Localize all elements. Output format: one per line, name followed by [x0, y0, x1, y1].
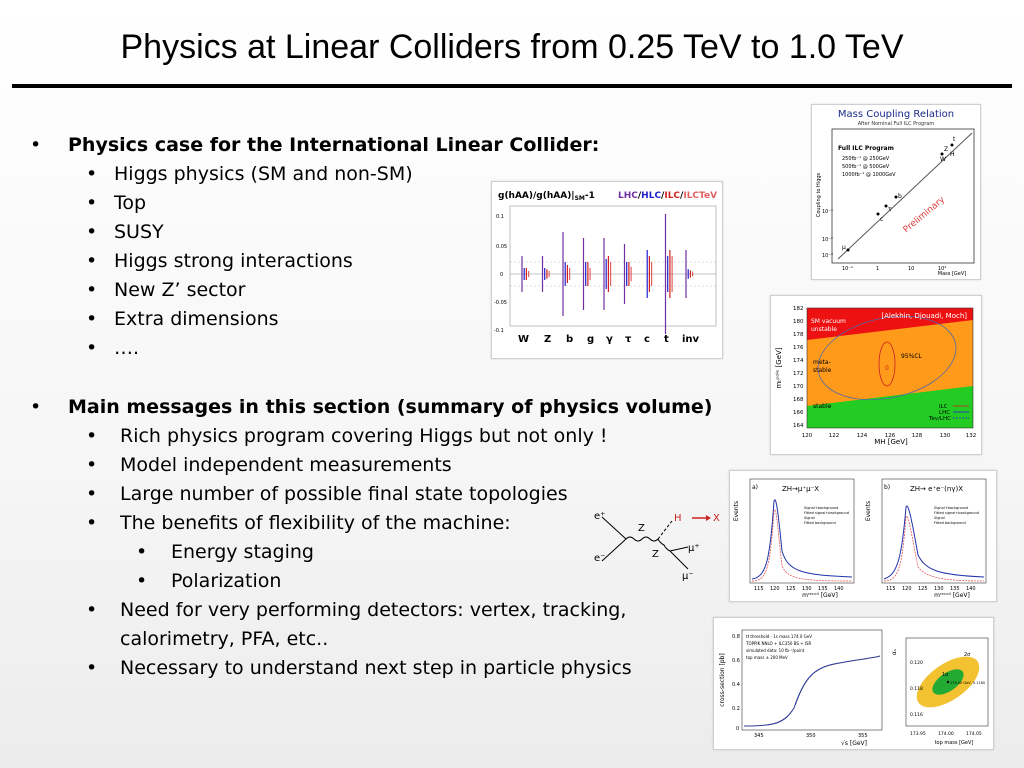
process-label: ZH→μ⁺μ⁻X [782, 485, 820, 493]
threshold-curve-alt [744, 656, 880, 726]
particle-label: τ [888, 206, 892, 213]
x-tick: 10⁻¹ [842, 266, 854, 272]
arrow-head-icon [706, 515, 711, 521]
x-tick: 126 [884, 433, 896, 439]
legend-entry: TOPPIK NNLO + ILC350 BS + ISR [746, 641, 812, 646]
boson-line [658, 539, 670, 551]
fermion-line [602, 539, 626, 561]
x-tick: 140 [834, 586, 844, 592]
y-tick: 170 [793, 384, 804, 390]
data-point [877, 213, 880, 216]
bullet-icon: • [86, 308, 98, 330]
x-tick: 140 [966, 586, 976, 592]
signal-curve [752, 510, 852, 581]
x-tick: 350 [806, 733, 816, 739]
x-tick: 130 [934, 586, 944, 592]
region-label: unstable [811, 326, 837, 333]
ellipse-label: 2σ [964, 652, 971, 658]
region-label: SM vacuum [811, 318, 846, 325]
feynman-diagram [590, 505, 720, 585]
y-tick: 174 [793, 358, 804, 364]
y-tick: 168 [793, 397, 804, 403]
x-category: γ [606, 334, 613, 345]
y-axis-label: cross-section [pb] [719, 653, 726, 707]
x-tick: 173.95 [910, 732, 926, 737]
x-tick: 125 [786, 586, 796, 592]
particle-label: b [898, 193, 902, 200]
list-item: SUSY [114, 221, 164, 243]
plot-frame [510, 206, 716, 326]
legend-entry: Fitted signal+background [934, 511, 979, 515]
y-tick: 0.05 [496, 244, 508, 250]
list-item: Rich physics program covering Higgs but not only ! [120, 425, 608, 447]
legend-entry: simulated data: 10 fb⁻¹/point [746, 648, 805, 653]
fig-subtitle: After Nominal Full ILC Program [857, 121, 935, 127]
x-axis-label: √s [GeV] [841, 740, 867, 747]
x-tick: 125 [918, 586, 928, 592]
x-tick: 120 [770, 586, 780, 592]
best-fit-point [947, 681, 949, 683]
y-tick: 0.4 [732, 682, 740, 688]
particle-label: μ [842, 244, 846, 251]
y-tick: 0 [500, 272, 504, 278]
x-axis-label: mʳᵉᶜᵒⁱˡ [GeV] [934, 592, 970, 599]
x-tick: 174.00 [938, 732, 954, 737]
x-category: Z [544, 334, 552, 345]
particle-label: W [940, 156, 946, 163]
particle-label: Z [652, 549, 659, 560]
reference: [Alekhin, Djouadi, Moch] [881, 312, 967, 320]
plot-frame [882, 479, 986, 583]
x-axis-label: mʳᵉᶜᵒⁱˡ [GeV] [802, 592, 838, 599]
fig-title: $g(hAA)/g(hAA)|_{SM}-1$ [498, 191, 595, 202]
legend-entry: 1000fb⁻¹ @ 1000GeV [842, 172, 896, 178]
y-tick: 0.120 [910, 661, 923, 666]
legend-entry: 500fb⁻¹ @ 500GeV [842, 164, 890, 170]
y-tick: 10⁻² [822, 237, 834, 243]
x-category: b [566, 334, 574, 345]
bullet-icon: • [86, 279, 98, 301]
x-tick: 120 [902, 586, 912, 592]
legend-entry: Tev/LHC [929, 416, 951, 422]
y-tick: 182 [793, 306, 804, 312]
legend-entry: 250fb⁻¹ @ 250GeV [842, 156, 890, 162]
x-tick: 130 [802, 586, 812, 592]
legend-entry: top mass ± 200 MeV [746, 655, 788, 660]
y-tick: 180 [793, 319, 804, 325]
y-tick: 164 [793, 423, 804, 429]
x-tick: 115 [754, 586, 764, 592]
y-tick: 0.116 [910, 713, 923, 718]
particle-label: e⁺ [594, 511, 606, 522]
y-axis-label: αₛ [891, 648, 898, 656]
watermark: Preliminary [901, 194, 948, 236]
lepton-line [670, 547, 688, 551]
legend-entry: ILC [939, 404, 948, 410]
x-tick: 124 [856, 433, 868, 439]
data-point [951, 144, 954, 147]
list-item: New Z’ sector [114, 279, 246, 301]
x-tick: 174.05 [966, 732, 982, 737]
particle-label: Z [944, 146, 949, 153]
cl-label: 95%CL [901, 353, 922, 360]
y-tick: 178 [793, 332, 804, 338]
process-label: ZH→ e⁺e⁻(nγ)X [910, 485, 963, 493]
region-label: meta- [813, 359, 831, 366]
bullet-icon: • [136, 570, 148, 592]
list-item: Large number of possible final state topologies [120, 483, 568, 505]
legend-entry: Signal [804, 516, 815, 520]
y-tick: 166 [793, 410, 804, 416]
higgs-line [658, 521, 672, 539]
x-tick: 128 [911, 433, 923, 439]
signal-curve [884, 516, 984, 581]
particle-label: c [880, 216, 884, 223]
particle-label: e⁻ [594, 553, 606, 564]
plot-frame [750, 479, 854, 583]
legend-entry: Signal+background [804, 506, 839, 510]
y-tick: -0.05 [494, 300, 507, 306]
particle-label: H [950, 151, 955, 158]
bullet-icon: • [30, 396, 42, 418]
y-tick: 0.118 [910, 687, 923, 692]
x-tick: 10² [938, 266, 947, 272]
x-category: τ [625, 334, 632, 345]
particle-label: μ⁺ [688, 543, 700, 554]
bullet-icon: • [86, 163, 98, 185]
x-tick: 135 [950, 586, 960, 592]
sub-list-item: Polarization [171, 570, 282, 592]
particle-label: X [713, 513, 720, 524]
legend-entry: Fitted signal+background [804, 511, 849, 515]
boson-line [626, 537, 658, 541]
sub-list-item: Energy staging [171, 541, 314, 563]
particle-label: Z [638, 523, 645, 534]
bullet-icon: • [136, 541, 148, 563]
y-tick: 0.2 [732, 706, 740, 712]
x-category: t [664, 334, 669, 345]
section2-heading: Main messages in this section (summary of physics volume) [68, 396, 713, 418]
fig-title: Mass Coupling Relation [837, 109, 955, 120]
x-axis-label: top mass [GeV] [934, 740, 974, 746]
legend-entry: tt threshold - 1s mass 174.0 GeV [746, 634, 812, 639]
legend-entry: Fitted background [804, 521, 836, 525]
legend-entry: LHC [939, 410, 951, 416]
list-item-continuation: calorimetry, PFA, etc.. [120, 628, 329, 650]
list-item: Extra dimensions [114, 308, 279, 330]
list-item: Top [114, 192, 147, 214]
x-tick: 1 [876, 266, 880, 272]
bullet-icon: • [30, 134, 42, 156]
particle-label: H [674, 513, 682, 524]
figure-mass-coupling [811, 104, 981, 280]
legend-labels: LHC/HLC/ILC/ILCTeV [618, 191, 718, 201]
bullet-icon: • [86, 512, 98, 534]
x-category: inv [682, 334, 700, 345]
y-tick: 176 [793, 345, 804, 351]
list-item: Model independent measurements [120, 454, 452, 476]
list-item: …. [114, 337, 140, 359]
x-tick: 115 [886, 586, 896, 592]
x-category: c [644, 334, 650, 345]
data-point [941, 153, 944, 156]
bullet-icon: • [86, 483, 98, 505]
ellipse-label: 1σ [942, 672, 949, 678]
title-divider [12, 84, 1012, 88]
y-axis-label: Coupling to Higgs [816, 172, 822, 218]
panel-label: b) [884, 484, 891, 491]
y-tick: 0.6 [732, 658, 740, 664]
bullet-icon: • [86, 454, 98, 476]
y-axis-label: Events [865, 500, 872, 522]
region-label: stable [813, 367, 832, 374]
x-tick: 345 [754, 733, 764, 739]
list-item: Higgs physics (SM and non-SM) [114, 163, 413, 185]
x-tick: 122 [828, 433, 840, 439]
legend-title: Full ILC Program [838, 145, 894, 152]
particle-label: μ⁻ [682, 571, 694, 582]
threshold-curve [744, 656, 880, 726]
x-category: g [587, 334, 595, 345]
panel-label: a) [752, 484, 759, 491]
x-category: W [518, 334, 530, 345]
x-tick: 120 [801, 433, 813, 439]
x-tick: 130 [939, 433, 951, 439]
x-axis-label: Mass [GeV] [937, 271, 967, 277]
y-tick: 0.8 [732, 634, 740, 640]
x-tick: 132 [965, 433, 977, 439]
bullet-icon: • [86, 221, 98, 243]
data-point [885, 205, 888, 208]
y-tick: 0.1 [496, 214, 504, 220]
point-label: 174.00 GeV, 0.1180 [950, 681, 986, 685]
lepton-line [670, 551, 688, 569]
y-tick: 10⁻¹ [822, 209, 834, 215]
data-point [895, 196, 898, 199]
x-tick: 135 [818, 586, 828, 592]
list-item: Higgs strong interactions [114, 250, 353, 272]
x-tick: 355 [858, 733, 868, 739]
bullet-icon: • [86, 425, 98, 447]
bullet-icon: • [86, 250, 98, 272]
data-point [847, 249, 850, 252]
figure-coupling-bars [491, 181, 723, 359]
bullet-icon: • [86, 657, 98, 679]
section1-heading: Physics case for the International Linear Collider: [68, 134, 600, 156]
y-tick: 0 [736, 726, 740, 732]
legend-entry: Fitted background [934, 521, 966, 525]
figure-top-threshold [713, 617, 994, 750]
list-item: Need for very performing detectors: vertex, tracking, [120, 599, 627, 621]
legend-entry: Signal+background [934, 506, 969, 510]
bullet-icon: • [86, 337, 98, 359]
y-axis-label: Events [733, 500, 740, 522]
list-item: Necessary to understand next step in particle physics [120, 657, 632, 679]
y-tick: -0.1 [494, 328, 504, 334]
point-label: 0 [885, 365, 889, 372]
figure-recoil-mass [729, 470, 997, 602]
x-axis-label: MH [GeV] [874, 438, 908, 446]
bullet-icon: • [86, 192, 98, 214]
list-item: The benefits of flexibility of the machine: [120, 512, 511, 534]
bullet-icon: • [86, 599, 98, 621]
region-label: stable [813, 403, 832, 410]
slide-title: Physics at Linear Colliders from 0.25 TeV to 1.0 TeV [120, 28, 904, 66]
particle-label: t [953, 136, 956, 143]
y-axis-label: mₜᵖᵒˡᵉ [GeV] [775, 347, 783, 389]
fermion-line [602, 517, 626, 539]
figure-vacuum-stability [770, 295, 982, 455]
y-tick: 172 [793, 371, 804, 377]
legend-entry: Signal [934, 516, 945, 520]
y-tick: 10⁻³ [822, 253, 834, 259]
x-tick: 10 [908, 266, 915, 272]
